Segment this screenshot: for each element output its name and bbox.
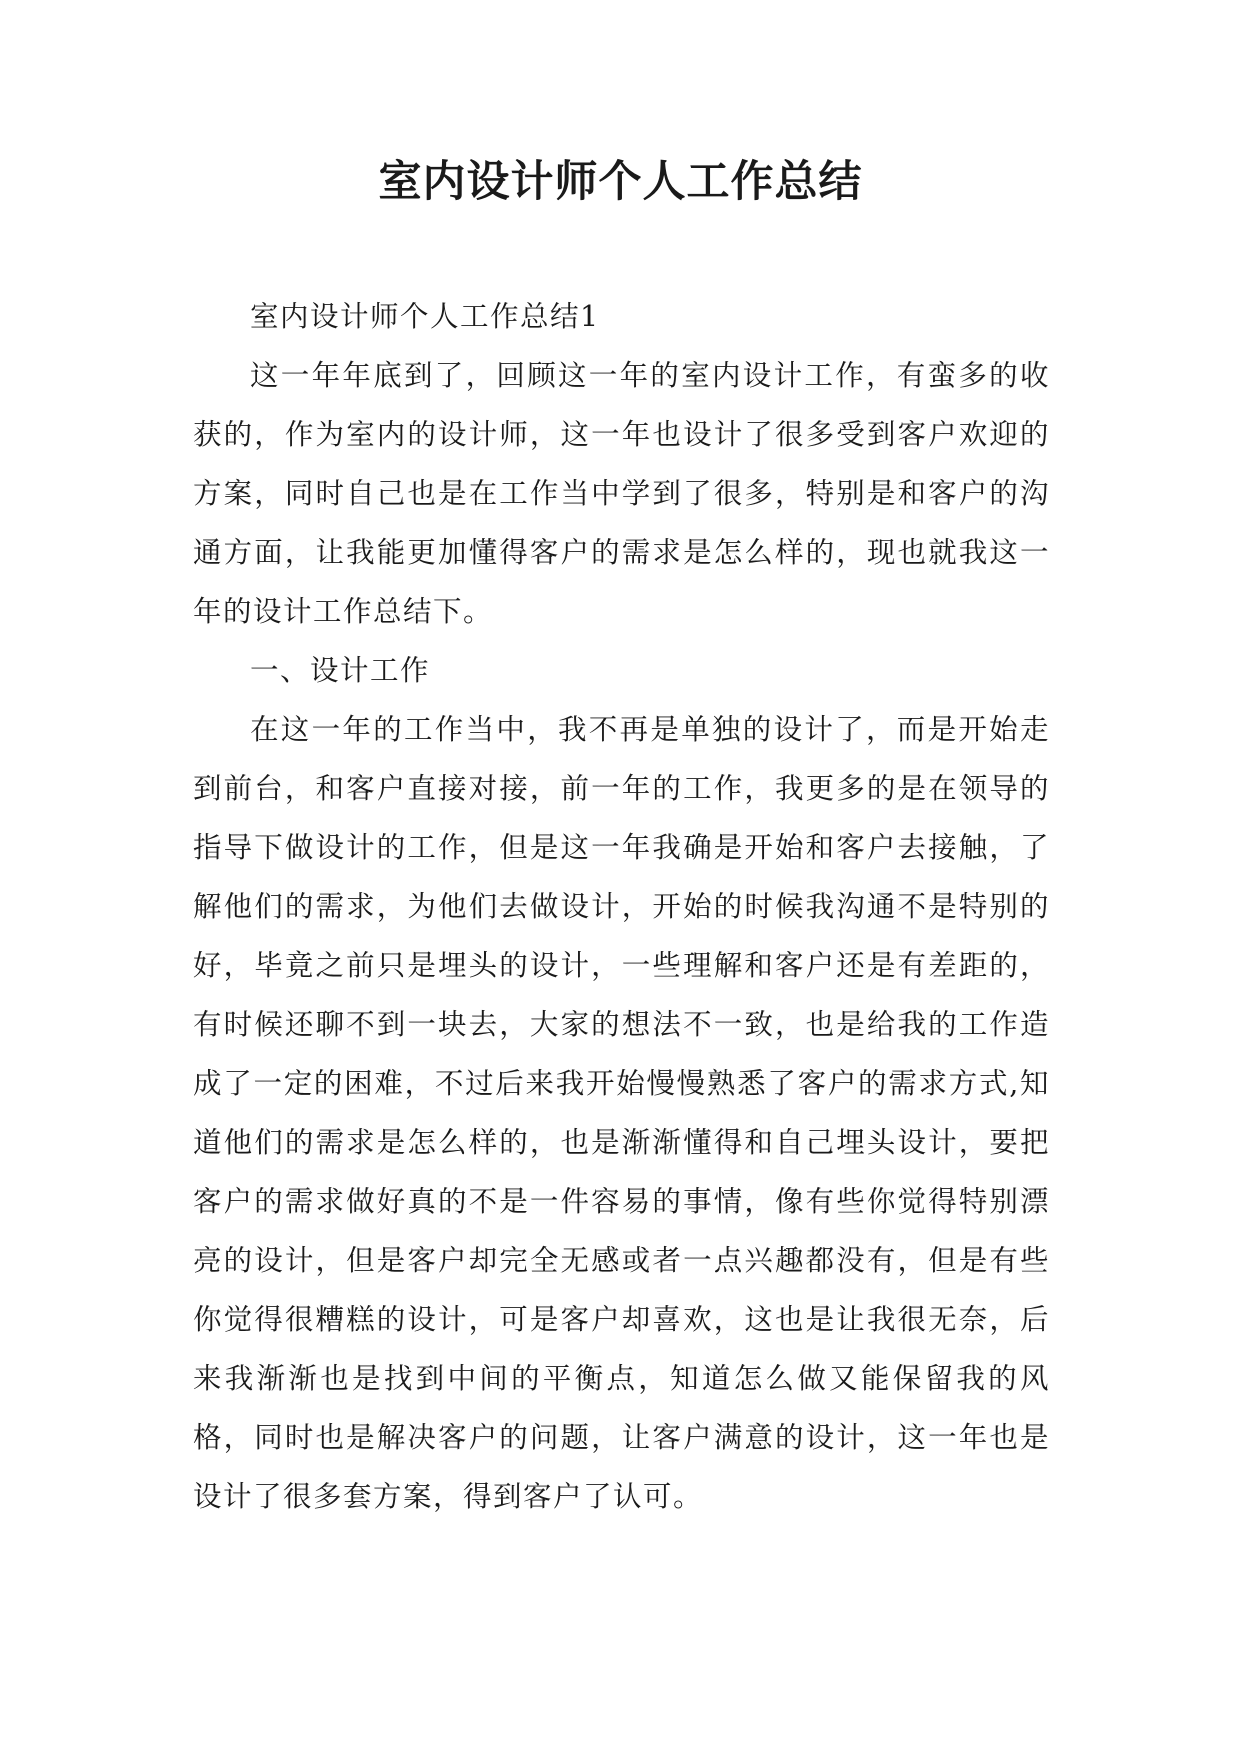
section-heading-1: 室内设计师个人工作总结1 bbox=[250, 300, 600, 333]
document-body bbox=[193, 287, 1050, 1526]
design-work-paragraph: 在这一年的工作当中，我不再是单独的设计了，而是开始走到前台，和客户直接对接，前一年的工作，我更多的是在领导的指导下做设计的工作，但是这一年我确是开始和客户去接触，了解他们的需求，为他们去做设计，开始的时候我沟通不是特别的好，毕竟之前只是埋头的设计，一些理解和客户还是有差距的，有时候还聊不到一块去，大家的想法不一致，也是给我的工作造成了一定的困难，不过后来我开始慢慢熟悉了客户的需求方式,知道他们的需求是怎么样的，也是渐渐懂得和自己埋头设计，要把客户的需求做好真的不是一件容易的事情，像有些你觉得特别漂亮的设计，但是客户却完全无感或者一点兴趣都没有，但是有些你觉得很糟糕的设计，可是客户却喜欢，这也是让我很无奈，后来我渐渐也是找到中间的平衡点，知道怎么做又能保留我的风格，同时也是解决客户的问题，让客户满意的设计，这一年也是设计了很多套方案，得到客户了认可。 bbox=[193, 713, 1050, 1513]
section-heading-design-work: 一、设计工作 bbox=[250, 654, 431, 687]
document-title: 室内设计师个人工作总结 bbox=[378, 157, 863, 207]
intro-paragraph: 这一年年底到了，回顾这一年的室内设计工作，有蛮多的收获的，作为室内的设计师，这一年也设计了很多受到客户欢迎的方案，同时自己也是在工作当中学到了很多，特别是和客户的沟通方面，让我能更加懂得客户的需求是怎么样的，现也就我这一年的设计工作总结下。 bbox=[193, 359, 1050, 628]
